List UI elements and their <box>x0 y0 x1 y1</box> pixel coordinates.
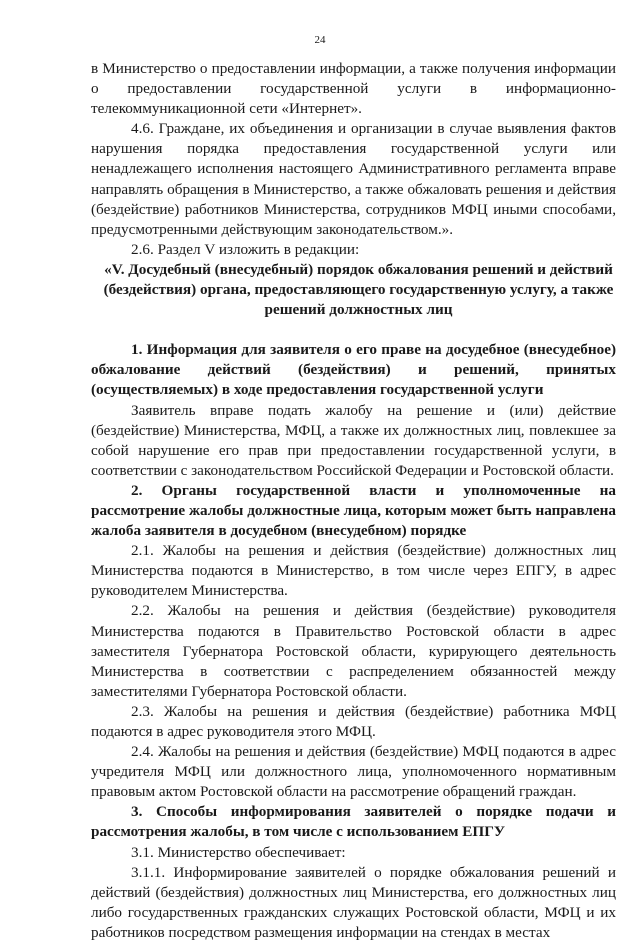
page-number: 24 <box>314 34 326 46</box>
spacer <box>91 320 616 340</box>
heading-2: 2. Органы государственной власти и уполномоченные на рассмотрение жалобы должностные лица, которым может быть направлена жалоба заявителя в досудебном (внесудебном) порядке <box>91 481 616 540</box>
paragraph-2-3: 2.3. Жалобы на решения и действия (бездействие) работника МФЦ подаются в адрес руководителя этого МФЦ. <box>91 702 616 740</box>
paragraph-2-4: 2.4. Жалобы на решения и действия (бездействие) МФЦ подаются в адрес учредителя МФЦ или должностного лица, уполномоченного нормативным правовым актом Ростовской области на рассмотрение обращений граждан. <box>91 743 616 801</box>
document-body <box>91 59 616 943</box>
heading-3: 3. Способы информирования заявителей о порядке подачи и рассмотрения жалобы, в том числе с использованием ЕПГУ <box>91 803 616 841</box>
paragraph-intro: в Министерство о предоставлении информации, а также получения информации о предоставлении государственной услуги в информационно-телекоммуникационной сети «Интернет». <box>91 60 616 118</box>
paragraph-2-2: 2.2. Жалобы на решения и действия (бездействие) руководителя Министерства подаются в Правительство Ростовской области в адрес заместителя Губернатора Ростовской области, курирующего деятельность Министерства в соответствии с распределением обязанностей между заместителями Губернатора Ростовской области. <box>91 602 616 700</box>
paragraph-2-6: 2.6. Раздел V изложить в редакции: <box>131 240 360 258</box>
paragraph-3-1-1: 3.1.1. Информирование заявителей о порядке обжалования решений и действий (бездействия) должностных лиц Министерства, его должностных лиц либо государственных гражданских служащих Ростовской области, МФЦ и их работников посредством размещения информации на стендах в местах <box>91 863 616 941</box>
paragraph-4-6: 4.6. Граждане, их объединения и организации в случае выявления фактов нарушения порядка предоставления государственной услуги или ненадлежащего исполнения настоящего Административного регламента вправе направлять обращения в Министерство, а также обжаловать решения и действия (бездействие) работников Министерства, сотрудников МФЦ иными способами, предусмотренными действующим законодательством.». <box>91 120 616 238</box>
paragraph-complaint-right: Заявитель вправе подать жалобу на решение и (или) действие (бездействие) Министерства, МФЦ, а также их должностных лиц, повлекшее за собой нарушение его прав при предоставлении государственной услуги, в соответствии с законодательством Российской Федерации и Ростовской области. <box>91 401 616 479</box>
section-v-title: «V. Досудебный (внесудебный) порядок обжалования решений и действий (бездействия) органа, предоставляющего государственную услугу, а также решений должностных лиц <box>103 260 614 319</box>
paragraph-3-1: 3.1. Министерство обеспечивает: <box>131 843 346 861</box>
paragraph-2-1: 2.1. Жалобы на решения и действия (бездействие) должностных лиц Министерства подаются в Министерство, в том числе через ЕПГУ, в адрес руководителем Министерства. <box>91 542 616 600</box>
heading-1: 1. Информация для заявителя о его праве на досудебное (внесудебное) обжалование действий (бездействия) и решений, принятых (осуществляемых) в ходе предоставления государственной услуги <box>91 341 616 399</box>
